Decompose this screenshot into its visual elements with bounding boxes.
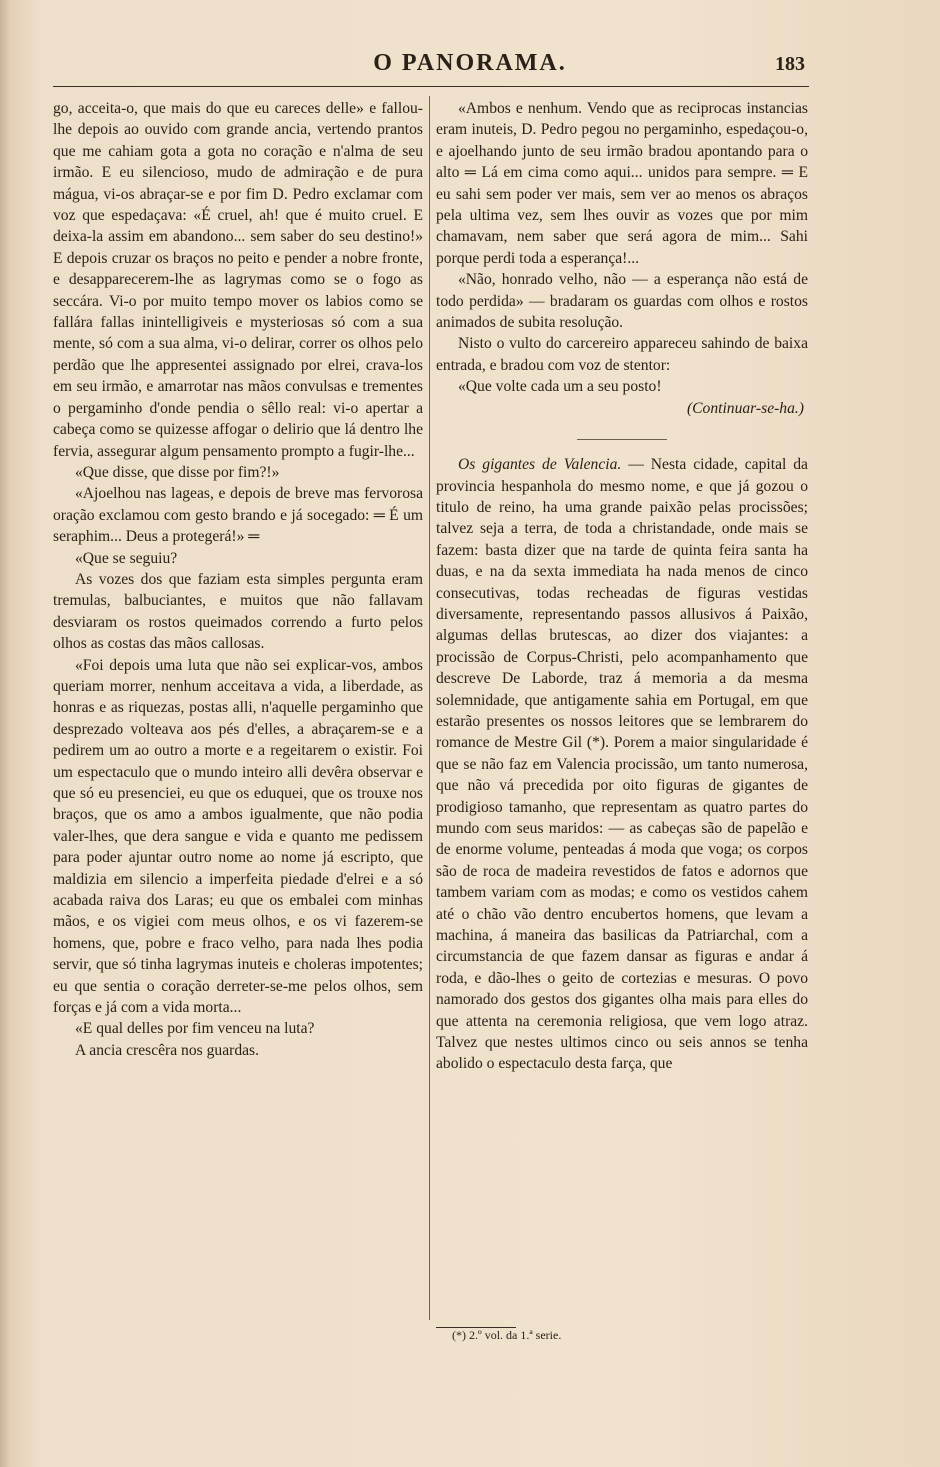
section-separator	[577, 439, 667, 440]
paragraph: go, acceita-o, que mais do que eu careces delle» e fallou-lhe depois ao ouvido com grande ancia, vertendo prantos que me cahiam gota a gota no coração e n'alma de seu irmão. E eu silencioso, mudo de admiração e de pura mágua, vi-os abraçar-se e por fim D. Pedro exclamar com voz que espedaçava: «É cruel, ah! que é muito cruel. E deixa-la assim em abandono... sem saber do seu destino!» E depois cruzar os braços no peito e pender a nobre fronte, e desapparecerem-lhe as lagrymas como se o fogo as seccára. Vi-o por muito tempo mover os labios como se fallára fallas inintelligiveis e mysteriosas só com a sua mente, só com a sua alma, vi-o delirar, correr os olhos pelo perdão que lhe appresentei assignado por elrei, crava-los em seu irmão, e amarrotar nas mãos convulsas e trementes o pergaminho d'onde pendia o sêllo real: vi-o apertar a cabeça como se quizesse affogar o delirio que lá dentro lhe fervia, assegurar algum pensamento prompto a fugir-lhe...	[53, 100, 423, 460]
page-number: 183	[775, 53, 805, 75]
paragraph: A ancia crescêra nos guardas.	[75, 1041, 260, 1059]
paragraph: «Que volte cada um a seu posto!	[458, 378, 662, 396]
paragraph: «Ajoelhou nas lageas, e depois de breve mas fervorosa oração exclamou com gesto brando e já socegado: ═ É um seraphim... Deus a protegerá!» ═	[53, 485, 423, 546]
header-rule	[53, 86, 809, 87]
article-body: — Nesta cidade, capital da provincia hespanhola do mesmo nome, e que já gozou o titulo de reino, ha uma grande paixão pelas procissões; talvez seja a terra, de toda a christandade, onde mais se fazem: basta dizer que na tarde de quinta feira santa ha duas, e na da sexta immediata ha nada menos de cinco consecutivas, todas recheadas de figuras vestidas diversamente, representando passos allusivos á Paixão, algumas dellas brutescas, ao dizer dos viajantes: a procissão de Corpus-Christi, pelo acompanhamento que descreve De Laborde, traz á memoria a da mesma solemnidade, que antigamente sahia em Portugal, em que estarão presentes os nossos leitores que se lembrarem do romance de Mestre Gil (*). Porem a maior singularidade é que se não faz em Valencia procissão, um tanto numerosa, que não vá precedida por oito figuras de gigantes de prodigioso tamanho, que representam as quatro partes do mundo com seus maridos: — as cabeças são de papelão e de enorme volume, penteadas á moda que voga; os corpos são de roca de madeira revestidos de fatos e adornos que tambem variam com as modas; e como os vestidos cahem até o chão vão dentro encubertos homens, que levam a machina, á maneira das basilicas da Patriarchal, com a circumstancia de que fazem dansar as figuras e andar á roda, e dão-lhes o geito de cortezias e mesuras. O povo namorado dos gestos dos gigantes olha mais para elles do que attenta na ceremonia religiosa, que vem logo atraz. Talvez que nestes ultimos cinco ou seis annos se tenha abolido o espectaculo desta farça, que	[436, 456, 808, 1073]
right-column	[436, 98, 808, 1075]
paragraph: «E qual delles por fim venceu na luta?	[75, 1020, 315, 1038]
column-divider	[429, 96, 430, 1320]
paragraph: Nisto o vulto do carcereiro appareceu sahindo de baixa entrada, e bradou com voz de stentor:	[436, 335, 808, 374]
paragraph: «Que disse, que disse por fim?!»	[75, 463, 280, 481]
paragraph: «Ambos e nenhum. Vendo que as reciprocas instancias eram inuteis, D. Pedro pegou no pergaminho, espedaçou-o, e ajoelhando junto de seu irmão bradou apontando para o alto ═ Lá em cima como aqui... unidos para sempre. ═ E eu sahi sem poder ver mais, sem ver ao menos os abraços pela ultima vez, sem lhes ouvir as vozes que por mim chamavam, nem saber que será agora de mim... Sahi porque perdi toda a esperança!...	[436, 100, 808, 267]
paragraph: «Não, honrado velho, não — a esperança não está de todo perdida» — bradaram os guardas com olhos e rostos animados de subita resolução.	[436, 271, 808, 332]
page-title: O PANORAMA.	[373, 50, 567, 76]
footnote: (*) 2.º vol. da 1.ª serie.	[452, 1328, 562, 1342]
article-title: Os gigantes de Valencia.	[458, 456, 622, 474]
paragraph: «Foi depois uma luta que não sei explicar-vos, ambos queriam morrer, nenhum acceitava a vida, a liberdade, as honras e as riquezas, postas alli, n'aquelle pergaminho que desprezado volteava aos pés d'elles, a abraçarem-se e a pedirem um ao outro a morte e a regeitarem o existir. Foi um espectaculo que o mundo inteiro alli devêra observar e que só eu presenciei, eu que os eduquei, que os trouxe nos braços, que os amo a ambos igualmente, que não podia valer-lhes, que dera sangue e vida e quanto me pedissem para poder ajuntar outro nome ao nome já escripto, que maldizia em silencio a imperfeita piedade d'elrei e a só acabada raiva dos Laras; eu que os embalei com minhas mãos, e os vigiei com meus olhos, e os vi fazerem-se homens, que, pobre e fraco velho, para nada lhes podia servir, que só tinha lagrymas inuteis e choleras impotentes; eu que sentia o coração derreter-se-me pelos olhos, sem forças e já com a vida morta...	[53, 656, 423, 1017]
paragraph: As vozes dos que faziam esta simples pergunta eram tremulas, balbuciantes, e muitos que não fallavam desviaram os rostos queimados correndo a furto pelos olhos as costas das mãos callosas.	[53, 570, 423, 653]
continuation-note: (Continuar-se-ha.)	[686, 399, 804, 417]
article-paragraph	[436, 454, 808, 1075]
left-column	[53, 98, 423, 1061]
paragraph: «Que se seguiu?	[75, 549, 178, 567]
